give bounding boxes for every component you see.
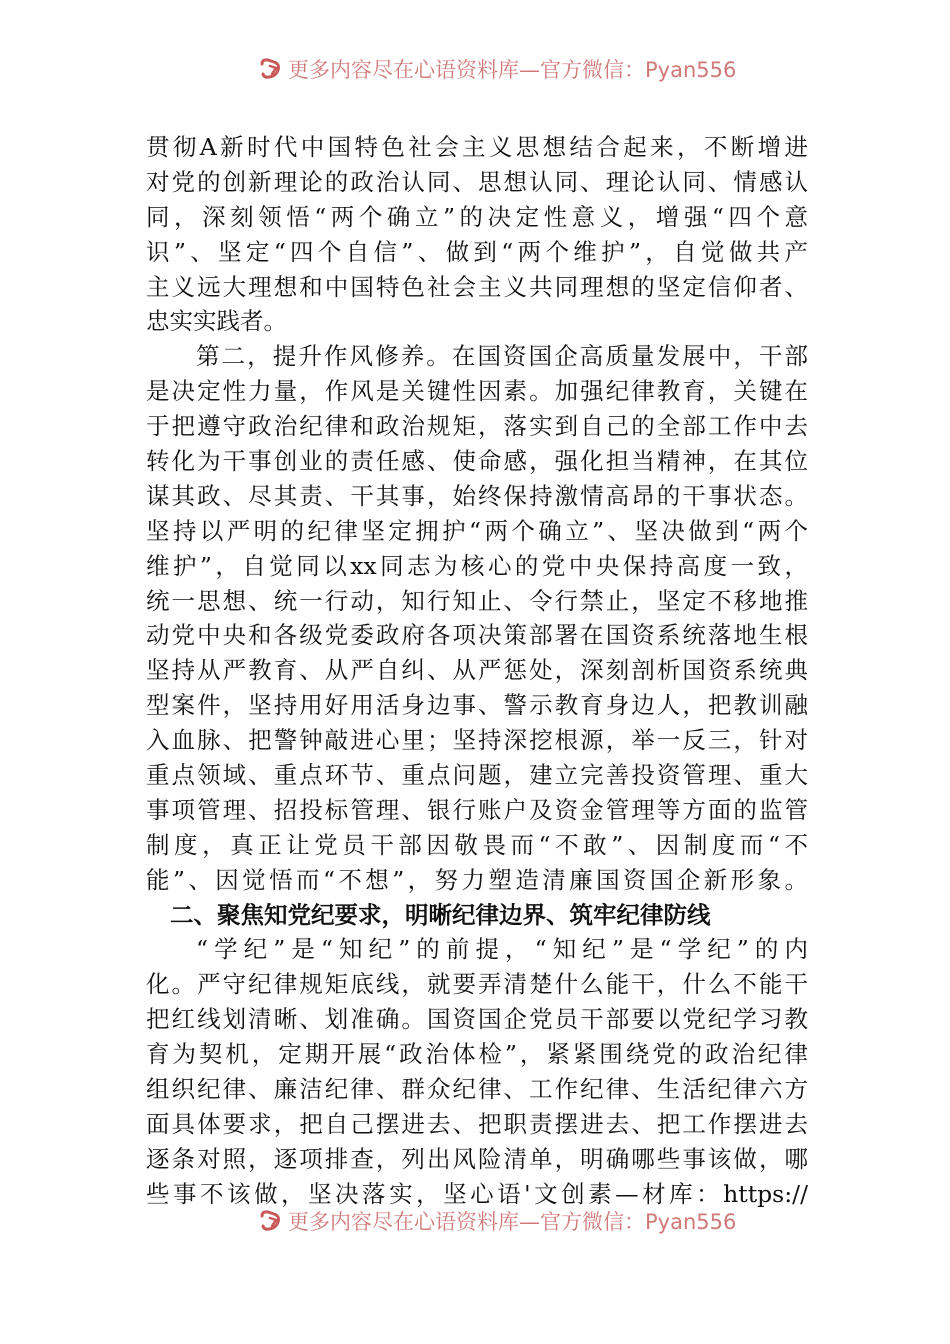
text-line: 转化为干事创业的责任感、使命感，强化担当精神，在其位	[146, 447, 808, 476]
text-line: 主义远大理想和中国特色社会主义共同理想的坚定信仰者、	[146, 272, 808, 301]
text-line: 识”、坚定“四个自信”、做到“两个维护”，自觉做共产	[146, 237, 808, 266]
text-line: 面具体要求，把自己摆进去、把职责摆进去、把工作摆进去	[146, 1109, 808, 1138]
text-line: 是决定性力量，作风是关键性因素。加强纪律教育，关键在	[146, 377, 808, 406]
text-line: 逐条对照，逐项排查，列出风险清单，明确哪些事该做，哪	[146, 1144, 808, 1173]
text-line: 能”、因觉悟而“不想”，努力塑造清廉国资国企新形象。	[146, 865, 808, 894]
text-line: 些事不该做，坚决落实，坚心语'文创素—材库：https://	[146, 1179, 808, 1208]
text-line: 动党中央和各级党委政府各项决策部署在国资系统落地生根	[146, 621, 808, 650]
text-line: 坚持从严教育、从严自纠、从严惩处，深刻剖析国资系统典	[146, 656, 808, 685]
footer-watermark	[258, 1206, 738, 1236]
text-line: 第二，提升作风修养。在国资国企高质量发展中，干部	[196, 342, 808, 371]
text-line: 育为契机，定期开展“政治体检”，紧紧围绕党的政治纪律	[146, 1040, 808, 1069]
watermark-logo-icon	[258, 1208, 284, 1234]
text-line: 把红线划清晰、划准确。国资国企党员干部要以党纪学习教	[146, 1005, 808, 1034]
text-line: 对党的创新理论的政治认同、思想认同、理论认同、情感认	[146, 167, 808, 196]
text-line: 化。严守纪律规矩底线，就要弄清楚什么能干，什么不能干	[146, 970, 808, 999]
text-line: 重点领域、重点环节、重点问题，建立完善投资管理、重大	[146, 761, 808, 790]
text-line: 统一思想、统一行动，知行知止、令行禁止，坚定不移地推	[146, 586, 808, 615]
text-line: “学纪”是“知纪”的前提，“知纪”是“学纪”的内	[196, 935, 808, 964]
watermark-logo-icon	[258, 56, 284, 82]
text-line: 制度，真正让党员干部因敬畏而“不敢”、因制度而“不	[146, 830, 808, 859]
text-line: 同，深刻领悟“两个确立”的决定性意义，增强“四个意	[146, 202, 808, 231]
text-line: 入血脉、把警钟敲进心里；坚持深挖根源，举一反三，针对	[146, 726, 808, 755]
header-watermark	[258, 54, 738, 84]
text-line: 于把遵守政治纪律和政治规矩，落实到自己的全部工作中去	[146, 412, 808, 441]
text-line: 组织纪律、廉洁纪律、群众纪律、工作纪律、生活纪律六方	[146, 1075, 808, 1104]
text-line: 坚持以严明的纪律坚定拥护“两个确立”、坚决做到“两个	[146, 516, 808, 545]
document-body	[146, 130, 808, 1212]
watermark-text: 更多内容尽在心语资料库—官方微信：Pyan556	[288, 1210, 737, 1234]
text-line: 维护”，自觉同以xx同志为核心的党中央保持高度一致，	[146, 551, 808, 580]
watermark-text: 更多内容尽在心语资料库—官方微信：Pyan556	[288, 58, 737, 82]
text-line: 谋其政、尽其责、干其事，始终保持激情高昂的干事状态。	[146, 481, 808, 510]
text-line: 型案件，坚持用好用活身边事、警示教育身边人，把教训融	[146, 691, 808, 720]
text-line: 贯彻A新时代中国特色社会主义思想结合起来，不断增进	[146, 133, 808, 161]
text-line: 事项管理、招投标管理、银行账户及资金管理等方面的监管	[146, 795, 808, 824]
section-heading: 二、聚焦知党纪要求，明晰纪律边界、筑牢纪律防线	[170, 900, 711, 929]
text-line: 忠实实践者。	[146, 307, 287, 336]
